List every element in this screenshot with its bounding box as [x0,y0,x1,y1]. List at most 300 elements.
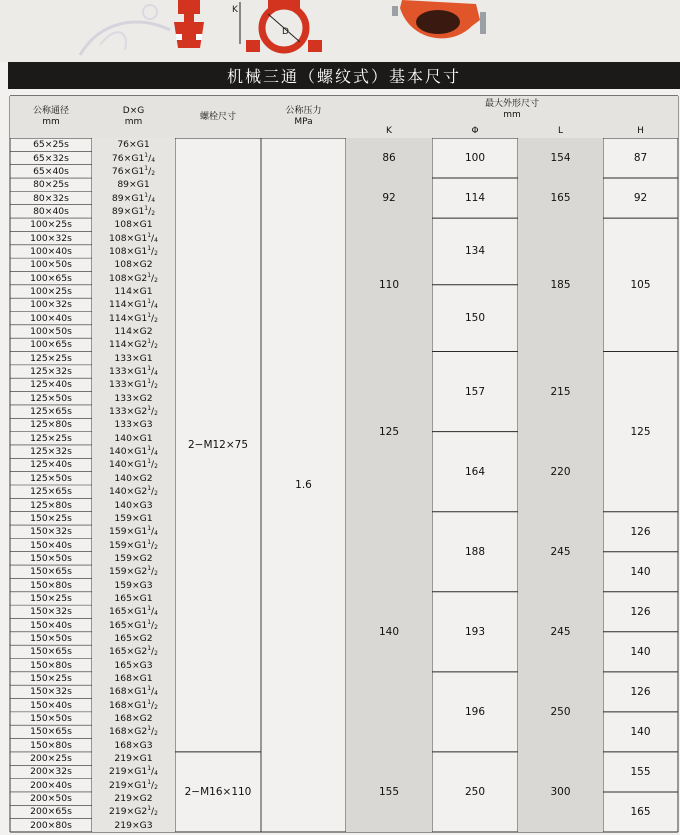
outer-diameter-text: 159 [114,552,132,564]
nominal-size-text: 125×32s [30,366,72,378]
times-sign: × [126,406,135,418]
times-sign: × [131,819,140,831]
dg-cell [92,312,175,325]
h-value: 140 [630,725,651,738]
bolt-size-value: 2−M16×110 [184,785,252,798]
nominal-size-cell [10,685,92,698]
dg-cell [92,418,175,431]
nominal-size-cell [10,205,92,218]
thread-size-text: G3 [139,499,153,511]
header-max-dimension [346,96,678,124]
times-sign: × [126,299,135,311]
thread-fraction: $^1/_2$ [147,244,158,257]
outer-diameter-text: 219 [109,779,127,791]
l-cell [518,178,603,218]
k-cell [346,352,432,512]
h-value: 155 [630,765,651,778]
dg-cell [92,245,175,258]
nominal-size-cell [10,365,92,378]
times-sign: × [131,552,140,564]
nominal-size-cell [10,538,92,551]
nominal-size-cell [10,245,92,258]
nominal-size-cell [10,512,92,525]
outer-diameter-text: 219 [114,819,132,831]
thread-size-text: G1 [134,606,148,618]
nominal-size-text: 150×25s [30,592,72,604]
h-cell [603,792,678,832]
nominal-size-cell [10,618,92,631]
l-value: 165 [550,192,571,205]
nominal-size-text: 150×40s [30,699,72,711]
nominal-size-cell [10,659,92,672]
thread-size-text: G1 [139,432,153,444]
outer-diameter-text: 114 [114,285,132,297]
dg-cell [92,271,175,284]
outer-diameter-text: 133 [114,419,132,431]
outer-diameter-text: 159 [114,512,132,524]
bolt-size-cell [175,752,261,832]
times-sign: × [131,392,140,404]
times-sign: × [126,339,135,351]
outer-diameter-text: 219 [114,753,132,765]
nominal-size-text: 100×32s [30,232,72,244]
times-sign: × [131,285,140,297]
times-sign: × [126,539,135,551]
nominal-size-text: 100×40s [30,245,72,257]
times-sign: × [131,753,140,765]
nominal-size-cell [10,578,92,591]
nominal-size-text: 150×65s [30,566,72,578]
thread-size-text: G1 [139,285,153,297]
outer-diameter-text: 140 [109,446,127,458]
nominal-size-cell [10,165,92,178]
thread-fraction: $^1/_4$ [144,191,156,204]
dg-cell [92,592,175,605]
dg-cell [92,792,175,805]
thread-fraction: $^1/_2$ [147,458,158,471]
outer-diameter-text: 76 [111,152,124,164]
outer-diameter-text: 168 [109,699,127,711]
thread-fraction: $^1/_2$ [147,271,158,284]
nominal-size-text: 125×65s [30,406,72,418]
phi-value: 114 [464,192,486,205]
nominal-size-text: 125×32s [30,446,72,458]
header-phi [432,124,518,138]
nominal-size-cell [10,819,92,832]
nominal-size-text: 150×50s [30,552,72,564]
l-value: 220 [550,465,571,478]
h-cell [603,352,678,512]
dg-cell [92,632,175,645]
nominal-size-text: 150×80s [30,579,72,591]
header-h-label: H [637,125,644,136]
phi-value: 150 [464,312,486,325]
nominal-size-cell [10,378,92,391]
phi-cell [432,218,518,285]
h-value: 140 [630,645,651,658]
thread-size-text: G1 [139,352,153,364]
outer-diameter-text: 168 [114,739,132,751]
times-sign: × [123,205,132,217]
bolt-size-cell [175,138,261,752]
thread-fraction: $^1/_2$ [147,618,158,631]
times-sign: × [131,592,140,604]
outer-diameter-text: 159 [109,526,127,538]
thread-fraction: $^1/_4$ [147,765,158,778]
dg-cell [92,725,175,738]
h-cell [603,712,678,752]
h-cell [603,672,678,712]
dg-cell [92,512,175,525]
nominal-size-cell [10,739,92,752]
h-value: 165 [630,805,651,818]
times-sign: × [126,366,135,378]
dg-cell [92,565,175,578]
h-value: 126 [630,685,651,698]
thread-fraction: $^1/_2$ [147,725,158,738]
nominal-size-cell [10,525,92,538]
nominal-size-text: 200×32s [30,766,72,778]
outer-diameter-text: 168 [114,713,132,725]
phi-cell [432,672,518,752]
times-sign: × [131,472,140,484]
thread-fraction: $^1/_2$ [147,378,158,391]
thread-size-text: G1 [139,219,153,231]
header-d-x-g-label: D×G [122,106,145,116]
header-l-label: L [557,125,563,136]
times-sign: × [131,219,140,231]
thread-size-text: G1 [131,192,145,204]
outer-diameter-text: 108 [114,259,132,271]
thread-size-text: G1 [134,526,148,538]
thread-size-text: G1 [134,686,148,698]
phi-cell [432,512,518,592]
d-dimension-label: D [282,27,289,37]
nominal-size-cell [10,258,92,271]
times-sign: × [131,793,140,805]
dg-cell [92,151,175,164]
phi-value: 164 [464,465,486,478]
nominal-size-cell [10,645,92,658]
thread-size-text: G1 [139,592,153,604]
thread-fraction: $^1/_4$ [147,525,158,538]
thread-fraction: $^1/_2$ [147,565,158,578]
outer-diameter-text: 168 [114,673,132,685]
dg-cell [92,165,175,178]
k-value: 92 [382,192,396,205]
dg-cell [92,779,175,792]
thread-size-text: G1 [134,299,148,311]
phi-value: 188 [464,545,486,558]
dg-cell [92,685,175,698]
phi-value: 196 [464,705,486,718]
h-cell [603,138,678,178]
header-pressure-label: 公称压力 [285,106,322,116]
thread-size-text: G2 [139,552,153,564]
thread-size-text: G1 [134,539,148,551]
outer-diameter-text: 108 [109,245,127,257]
dg-cell [92,365,175,378]
nominal-size-cell [10,565,92,578]
header-d-x-g-unit: mm [124,117,143,127]
times-sign: × [126,766,135,778]
k-cell [346,138,432,178]
header-l [518,124,603,138]
dg-cell [92,392,175,405]
dg-cell [92,378,175,391]
thread-size-text: G1 [136,179,150,191]
thread-fraction: $^1/_4$ [147,231,158,244]
thread-size-text: G2 [134,486,148,498]
nominal-size-cell [10,552,92,565]
outer-diameter-text: 76 [111,165,124,177]
nominal-size-cell [10,485,92,498]
dg-cell [92,552,175,565]
l-value: 245 [550,625,571,638]
times-sign: × [123,152,132,164]
times-sign: × [126,566,135,578]
header-max-dimension-unit: mm [503,110,521,120]
nominal-size-cell [10,805,92,818]
header-pressure-unit: MPa [294,117,313,127]
nominal-size-text: 200×80s [30,819,72,831]
phi-cell [432,592,518,672]
thread-size-text: G2 [134,566,148,578]
times-sign: × [126,312,135,324]
times-sign: × [131,579,140,591]
outer-diameter-text: 168 [109,726,127,738]
dg-cell [92,338,175,351]
times-sign: × [126,379,135,391]
nominal-size-cell [10,151,92,164]
outer-diameter-text: 108 [114,219,132,231]
h-value: 92 [633,192,648,205]
nominal-size-cell [10,405,92,418]
thread-size-text: G1 [134,446,148,458]
thread-size-text: G2 [139,326,153,338]
nominal-size-cell [10,325,92,338]
l-value: 250 [550,705,571,718]
times-sign: × [126,459,135,471]
dg-cell [92,672,175,685]
thread-fraction: $^1/_2$ [147,778,158,791]
pressure-value: 1.6 [295,479,312,491]
nominal-size-cell [10,138,92,151]
phi-value: 134 [464,245,486,258]
thread-fraction: $^1/_2$ [147,805,158,818]
dg-cell [92,458,175,471]
thread-size-text: G3 [139,739,153,751]
dg-cell [92,178,175,191]
h-value: 126 [630,605,651,618]
dg-cell [92,752,175,765]
thread-size-text: G1 [134,232,148,244]
nominal-size-text: 125×40s [30,459,72,471]
thread-fraction: $^1/_4$ [147,298,158,311]
dg-cell [92,231,175,244]
nominal-size-text: 125×25s [30,432,72,444]
phi-cell [432,352,518,432]
thread-fraction: $^1/_2$ [144,164,156,177]
nominal-size-text: 150×40s [30,619,72,631]
dg-cell [92,405,175,418]
nominal-size-text: 125×40s [30,379,72,391]
outer-diameter-text: 133 [109,406,127,418]
l-cell [518,512,603,592]
thread-size-text: G1 [139,512,153,524]
nominal-size-text: 65×32s [33,152,69,164]
thread-size-text: G1 [131,152,145,164]
nominal-size-text: 200×65s [30,806,72,818]
header-d-x-g [92,96,175,138]
times-sign: × [123,165,132,177]
thread-size-text: G1 [131,165,145,177]
thread-size-text: G2 [134,646,148,658]
l-value: 245 [550,545,571,558]
header-phi-label: Φ [471,125,479,136]
h-cell [603,752,678,792]
dg-cell [92,618,175,631]
nominal-size-text: 150×32s [30,526,72,538]
outer-diameter-text: 108 [109,232,127,244]
outer-diameter-text: 219 [109,766,127,778]
nominal-size-text: 125×65s [30,486,72,498]
thread-size-text: G1 [134,366,148,378]
times-sign: × [131,419,140,431]
nominal-size-text: 150×50s [30,632,72,644]
nominal-size-cell [10,672,92,685]
dg-cell [92,298,175,311]
l-cell [518,218,603,351]
dg-cell [92,498,175,511]
nominal-size-text: 125×80s [30,499,72,511]
nominal-size-text: 150×25s [30,673,72,685]
phi-cell [432,432,518,512]
times-sign: × [131,659,140,671]
nominal-size-text: 65×25s [33,139,69,151]
times-sign: × [131,632,140,644]
l-value: 154 [550,152,571,165]
dg-cell [92,605,175,618]
dg-cell [92,472,175,485]
dg-cell [92,525,175,538]
thread-size-text: G3 [139,659,153,671]
thread-fraction: $^1/_4$ [147,685,158,698]
nominal-size-cell [10,765,92,778]
h-cell [603,178,678,218]
times-sign: × [131,673,140,685]
times-sign: × [126,619,135,631]
h-cell [603,218,678,351]
dg-cell [92,538,175,551]
dg-cell [92,258,175,271]
phi-cell [432,285,518,352]
h-cell [603,592,678,632]
header-nominal-diameter-unit: mm [42,117,60,127]
times-sign: × [126,486,135,498]
thread-fraction: $^1/_2$ [147,338,158,351]
nominal-size-cell [10,699,92,712]
thread-size-text: G1 [134,619,148,631]
thread-size-text: G1 [136,139,150,151]
times-sign: × [126,699,135,711]
nominal-size-text: 150×32s [30,606,72,618]
dg-cell [92,645,175,658]
thread-fraction: $^1/_2$ [147,538,158,551]
thread-size-text: G2 [139,259,153,271]
nominal-size-text: 100×40s [30,312,72,324]
thread-size-text: G1 [134,699,148,711]
nominal-size-cell [10,779,92,792]
dg-cell [92,352,175,365]
outer-diameter-text: 165 [109,646,127,658]
nominal-size-text: 150×50s [30,713,72,725]
nominal-size-cell [10,418,92,431]
thread-size-text: G1 [139,753,153,765]
outer-diameter-text: 114 [109,299,127,311]
dg-cell [92,739,175,752]
thread-fraction: $^1/_4$ [147,605,158,618]
k-cell [346,178,432,218]
header-pressure [261,96,346,138]
outer-diameter-text: 89 [111,192,124,204]
outer-diameter-text: 140 [114,472,132,484]
times-sign: × [123,192,132,204]
outer-diameter-text: 89 [111,205,124,217]
h-value: 125 [630,425,651,438]
outer-diameter-text: 165 [109,606,127,618]
h-value: 87 [633,152,648,165]
times-sign: × [129,139,137,151]
nominal-size-cell [10,338,92,351]
nominal-size-cell [10,178,92,191]
thread-size-text: G2 [134,726,148,738]
dg-cell [92,765,175,778]
nominal-size-text: 125×50s [30,392,72,404]
dg-cell [92,285,175,298]
k-value: 155 [378,785,400,798]
nominal-size-cell [10,218,92,231]
nominal-size-text: 150×40s [30,539,72,551]
thread-fraction: $^1/_2$ [144,204,156,217]
dg-cell [92,325,175,338]
nominal-size-cell [10,271,92,284]
nominal-size-cell [10,498,92,511]
h-value: 105 [630,278,651,291]
outer-diameter-text: 114 [114,326,132,338]
outer-diameter-text: 76 [117,139,130,151]
outer-diameter-text: 133 [114,352,132,364]
nominal-size-text: 150×80s [30,739,72,751]
nominal-size-text: 125×80s [30,419,72,431]
h-cell [603,552,678,592]
k-cell [346,512,432,752]
phi-value: 250 [464,785,486,798]
times-sign: × [126,779,135,791]
header-nominal-diameter-label: 公称通径 [32,106,69,116]
header-h [603,124,678,138]
dg-cell [92,805,175,818]
times-sign: × [131,713,140,725]
outer-diameter-text: 133 [109,366,127,378]
nominal-size-cell [10,432,92,445]
nominal-size-cell [10,592,92,605]
outer-diameter-text: 140 [109,459,127,471]
outer-diameter-text: 140 [114,432,132,444]
thread-fraction: $^1/_4$ [147,445,158,458]
nominal-size-text: 100×25s [30,219,72,231]
times-sign: × [126,232,135,244]
